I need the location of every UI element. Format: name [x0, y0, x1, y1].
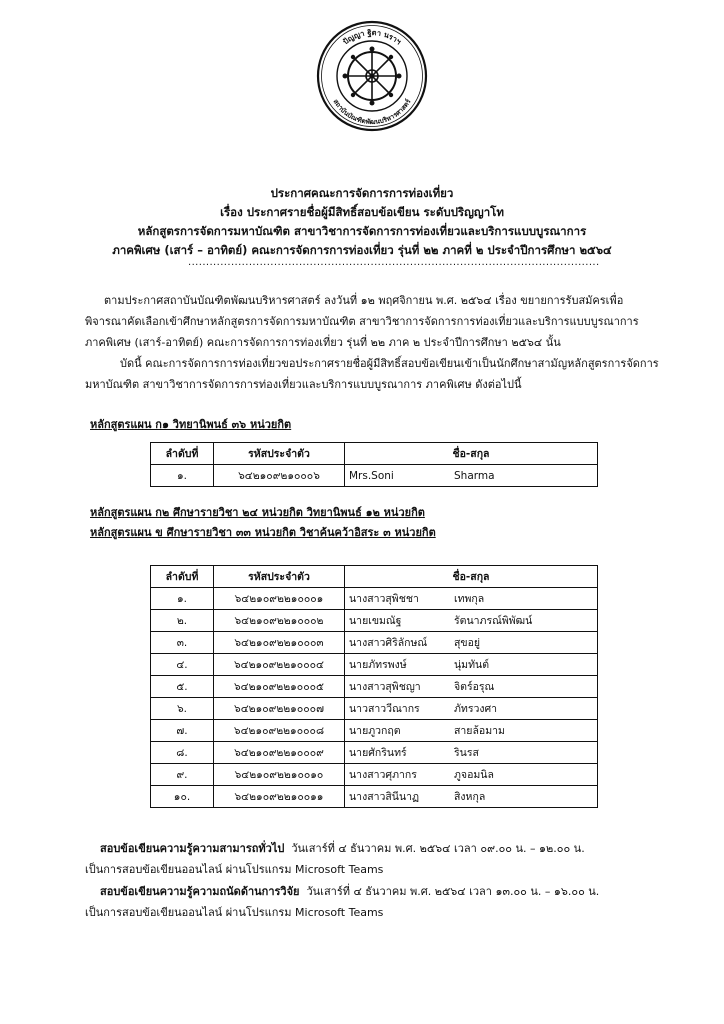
- student-name: [345, 698, 598, 720]
- last-name: Sharma: [454, 469, 495, 482]
- table-header-row: [151, 443, 598, 465]
- row-number: ๘.: [151, 742, 214, 764]
- first-name: นายภูวกฤต: [349, 725, 401, 737]
- first-name: นาวสาววีณากร: [349, 703, 420, 715]
- student-name: [345, 610, 598, 632]
- last-name: สายล้อมาม: [454, 725, 505, 737]
- row-number: ๕.: [151, 676, 214, 698]
- exam-1-name: สอบข้อเขียนความรู้ความสามารถทั่วไป: [100, 842, 285, 855]
- plan-b-title: หลักสูตรแผน ข ศึกษารายวิชา ๓๓ หน่วยกิต วิชาค้นคว้าอิสระ ๓ หน่วยกิต: [90, 526, 436, 539]
- paragraph-1-line-2: พิจารณาคัดเลือกเข้าศึกษาหลักสูตรการจัดการมหาบัณฑิต สาขาวิชาการจัดการการท่องเที่ยวและบริการแบบบูรณาการ: [85, 315, 639, 328]
- plan-a2-title: หลักสูตรแผน ก๒ ศึกษารายวิชา ๒๔ หน่วยกิต วิทยานิพนธ์ ๑๒ หน่วยกิต: [90, 506, 425, 519]
- svg-text:ปัญญา ฐิตา นราฯ: ปัญญา ฐิตา นราฯ: [341, 27, 403, 47]
- program-session: ภาคพิเศษ (เสาร์ – อาทิตย์) คณะการจัดการการท่องเที่ยว รุ่นที่ ๒๒ ภาคที่ ๒ ประจำปีการศึกษา ๒๕๖๔: [112, 243, 612, 257]
- student-id: ๖๔๒๑๐๙๒๒๑๐๐๐๑: [214, 588, 345, 610]
- student-name: [345, 720, 598, 742]
- table-row: [151, 742, 598, 764]
- student-name: [345, 465, 598, 487]
- table-row: [151, 698, 598, 720]
- student-id: ๖๔๒๑๐๙๒๒๑๐๐๐๒: [214, 610, 345, 632]
- student-name: [345, 654, 598, 676]
- student-id: ๖๔๒๑๐๙๒๒๑๐๐๐๙: [214, 742, 345, 764]
- row-number: ๗.: [151, 720, 214, 742]
- student-id: ๖๔๒๑๐๙๒๑๐๐๐๖: [214, 465, 345, 487]
- table-row: [151, 720, 598, 742]
- paragraph-1-line-1: ตามประกาศสถาบันบัณฑิตพัฒนบริหารศาสตร์ ลงวันที่ ๑๒ พฤศจิกายน พ.ศ. ๒๕๖๔ เรื่อง ขยายการรับสมัครเพื่อ: [104, 294, 624, 307]
- student-name: [345, 676, 598, 698]
- exam-2-datetime: วันเสาร์ที่ ๔ ธันวาคม พ.ศ. ๒๕๖๔ เวลา ๑๓.๐๐ น. – ๑๖.๐๐ น.: [306, 885, 600, 898]
- table-row: [151, 654, 598, 676]
- student-name: [345, 588, 598, 610]
- table-row: [151, 632, 598, 654]
- paragraph-2-line-1: บัดนี้ คณะการจัดการการท่องเที่ยวขอประกาศรายชื่อผู้มีสิทธิ์สอบข้อเขียนเข้าเป็นนักศึกษาสามัญหลักสูตรการจัดการ: [120, 357, 659, 370]
- paragraph-1-line-3: ภาคพิเศษ (เสาร์-อาทิตย์) คณะการจัดการการท่องเที่ยว รุ่นที่ ๒๒ ภาค ๒ ประจำปีการศึกษา ๒๕๖๔ นั้น: [85, 336, 561, 349]
- column-header: รหัสประจำตัว: [214, 566, 345, 588]
- last-name: สุขอยู่: [454, 637, 481, 649]
- first-name: นายเขมณัฐ: [349, 615, 402, 627]
- row-number: ๖.: [151, 698, 214, 720]
- column-header: รหัสประจำตัว: [214, 443, 345, 465]
- last-name: จิตร์อรุณ: [454, 681, 495, 693]
- program-name: หลักสูตรการจัดการมหาบัณฑิต สาขาวิชาการจัดการการท่องเที่ยวและบริการแบบบูรณาการ: [137, 224, 587, 238]
- row-number: ๔.: [151, 654, 214, 676]
- exam-1-schedule: [100, 838, 585, 860]
- first-name: นางสาวสินีนาฏ: [349, 791, 420, 803]
- plan-a1-table: [150, 442, 598, 487]
- row-number: ๑๐.: [151, 786, 214, 808]
- table-header-row: [151, 566, 598, 588]
- first-name: นายศักรินทร์: [349, 747, 407, 759]
- last-name: เทพกุล: [454, 593, 485, 605]
- student-id: ๖๔๒๑๐๙๒๒๑๐๐๑๐: [214, 764, 345, 786]
- first-name: นางสาวศุภากร: [349, 769, 417, 781]
- last-name: สิงหกุล: [454, 791, 486, 803]
- paragraph-2-line-2: มหาบัณฑิต สาขาวิชาการจัดการการท่องเที่ยวและบริการแบบบูรณาการ ภาคพิเศษ ดังต่อไปนี้: [85, 378, 522, 391]
- exam-2-mode: เป็นการสอบข้อเขียนออนไลน์ ผ่านโปรแกรม Microsoft Teams: [85, 906, 384, 919]
- announcement-subject: เรื่อง ประกาศรายชื่อผู้มีสิทธิ์สอบข้อเขียน ระดับปริญญาโท: [220, 205, 504, 219]
- plan-b-table: [150, 565, 598, 808]
- first-name: นางสาวสุพิชญา: [349, 681, 421, 693]
- table-row: [151, 786, 598, 808]
- last-name: รินรส: [454, 747, 479, 759]
- exam-2-name: สอบข้อเขียนความรู้ความถนัดด้านการวิจัย: [100, 885, 300, 898]
- table-row: [151, 610, 598, 632]
- row-number: ๑.: [151, 588, 214, 610]
- announcement-title: ประกาศคณะการจัดการการท่องเที่ยว: [270, 186, 454, 200]
- row-number: ๑.: [151, 465, 214, 487]
- row-number: ๒.: [151, 610, 214, 632]
- exam-2-schedule: [100, 881, 599, 903]
- row-number: ๙.: [151, 764, 214, 786]
- column-header: ลำดับที่: [151, 566, 214, 588]
- student-id: ๖๔๒๑๐๙๒๒๑๐๐๐๔: [214, 654, 345, 676]
- plan-a1-title: หลักสูตรแผน ก๑ วิทยานิพนธ์ ๓๖ หน่วยกิต: [90, 418, 292, 431]
- row-number: ๓.: [151, 632, 214, 654]
- student-name: [345, 742, 598, 764]
- first-name: นายภัทรพงษ์: [349, 659, 407, 671]
- student-id: ๖๔๒๑๐๙๒๒๑๐๐๐๓: [214, 632, 345, 654]
- last-name: นุ่มทันต์: [454, 659, 490, 671]
- student-name: [345, 786, 598, 808]
- last-name: รัตนาภรณ์พิพัฒน์: [454, 615, 533, 627]
- table-row: [151, 764, 598, 786]
- student-name: [345, 632, 598, 654]
- table-row: [151, 588, 598, 610]
- column-header: ชื่อ-สกุล: [345, 566, 598, 588]
- svg-text:สถาบันบัณฑิตพัฒนบริหารศาสตร์: สถาบันบัณฑิตพัฒนบริหารศาสตร์: [331, 97, 413, 127]
- table-row: [151, 676, 598, 698]
- exam-1-mode: เป็นการสอบข้อเขียนออนไลน์ ผ่านโปรแกรม Microsoft Teams: [85, 863, 384, 876]
- column-header: ลำดับที่: [151, 443, 214, 465]
- student-id: ๖๔๒๑๐๙๒๒๑๐๐๑๑: [214, 786, 345, 808]
- student-name: [345, 764, 598, 786]
- column-header: ชื่อ-สกุล: [345, 443, 598, 465]
- first-name: นางสาวศิริลักษณ์: [349, 637, 428, 649]
- header-divider: ...................................................................................................................: [188, 257, 600, 268]
- last-name: ภัทรวงศา: [454, 703, 498, 715]
- student-id: ๖๔๒๑๐๙๒๒๑๐๐๐๘: [214, 720, 345, 742]
- nida-seal-logo: [316, 20, 428, 132]
- first-name: นางสาวสุพิชชา: [349, 593, 419, 605]
- table-row: [151, 465, 598, 487]
- first-name: Mrs.Soni: [349, 469, 394, 482]
- last-name: ภูจอมนิล: [454, 769, 494, 781]
- student-id: ๖๔๒๑๐๙๒๒๑๐๐๐๗: [214, 698, 345, 720]
- student-id: ๖๔๒๑๐๙๒๒๑๐๐๐๕: [214, 676, 345, 698]
- exam-1-datetime: วันเสาร์ที่ ๔ ธันวาคม พ.ศ. ๒๕๖๔ เวลา ๐๙.๐๐ น. – ๑๒.๐๐ น.: [291, 842, 585, 855]
